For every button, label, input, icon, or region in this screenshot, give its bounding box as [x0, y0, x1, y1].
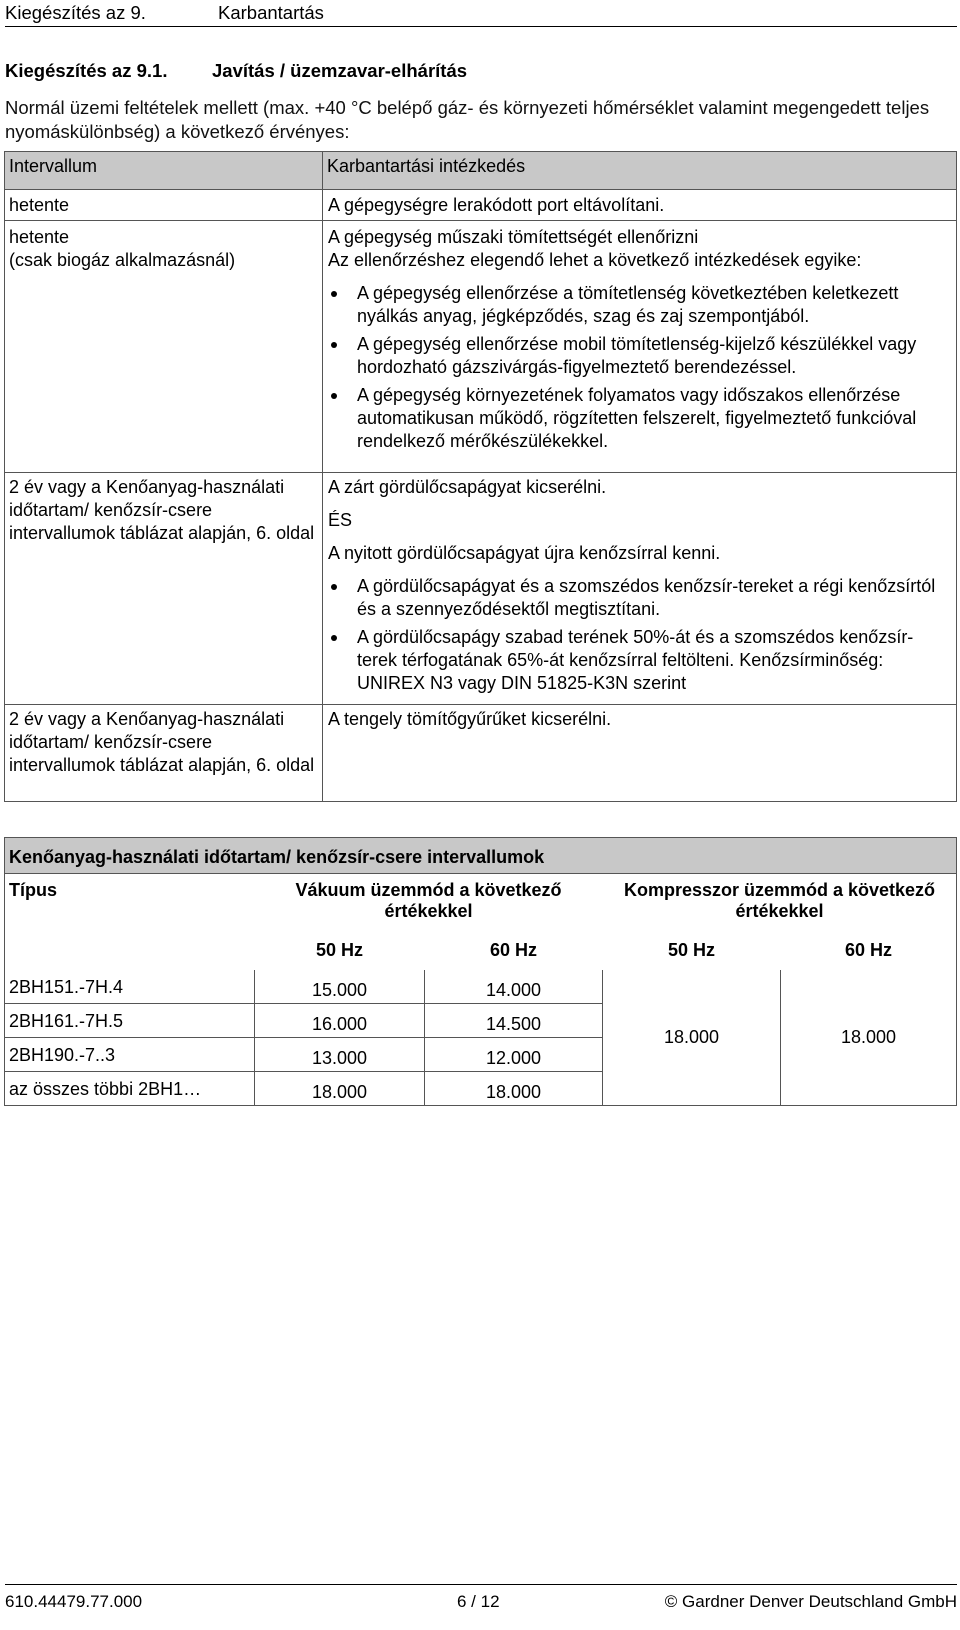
- action-text: A gépegység műszaki tömítettségét ellenőrizni: [328, 227, 699, 247]
- action-text: A zárt gördülőcsapágyat kicserélni.: [328, 477, 607, 497]
- type-cell: 2BH151.-7H.4: [5, 970, 255, 1004]
- table-row: [5, 473, 957, 705]
- action-cell: A tengely tömítőgyűrűket kicserélni.: [323, 705, 957, 802]
- interval-text: hetente: [9, 227, 70, 247]
- value-cell: 16.000: [255, 1004, 425, 1038]
- type-cell: 2BH190.-7..3: [5, 1038, 255, 1072]
- value-cell: 12.000: [425, 1038, 603, 1072]
- interval-cell: [5, 221, 323, 473]
- value-cell: 14.500: [425, 1004, 603, 1038]
- table-row: [5, 970, 957, 1004]
- interval-cell: 2 év vagy a Kenőanyag-használati időtartam/ kenőzsír-csere intervallumok táblázat alapján, 6. oldal: [5, 705, 323, 802]
- header-interval: Intervallum: [5, 152, 323, 190]
- intro-text: Normál üzemi feltételek mellett (max. +40 °C belépő gáz- és környezeti hőmérséklet valamint megengedett teljes nyomáskülönbség) a következő érvényes:: [5, 97, 930, 142]
- table-row: [5, 705, 957, 802]
- list-item: A gördülőcsapágy szabad terének 50%-át és a szomszédos kenőzsír-terek térfogatának 65%-át kenőzsírral feltölteni. Kenőzsírminőség: UNIREX N3 vagy DIN 51825-K3N szerint: [328, 626, 952, 695]
- bullet-list: [328, 282, 952, 453]
- interval-cell: hetente: [5, 190, 323, 221]
- bullet-list: [328, 575, 952, 695]
- interval-table-title: Kenőanyag-használati időtartam/ kenőzsír-csere intervallumok: [5, 838, 957, 874]
- interval-cell: 2 év vagy a Kenőanyag-használati időtartam/ kenőzsír-csere intervallumok táblázat alapján, 6. oldal: [5, 473, 323, 705]
- freq-label: 50 Hz: [315, 940, 364, 960]
- list-item: A gördülőcsapágyat és a szomszédos kenőzsír-tereket a régi kenőzsírtól és a szennyeződésektől megtisztítani.: [328, 575, 952, 621]
- header-title: Karbantartás: [218, 2, 324, 23]
- interval-note: (csak biogáz alkalmazásnál): [9, 250, 236, 270]
- freq-label: 60 Hz: [489, 940, 538, 960]
- table-row: [5, 221, 957, 473]
- doc-number: 610.44479.77.000: [5, 1592, 143, 1611]
- header-compressor: Kompresszor üzemmód a következő értékekkel: [603, 874, 957, 932]
- section-heading: [5, 60, 467, 82]
- header-section: Kiegészítés az 9.: [5, 2, 146, 23]
- value-cell: 18.000: [603, 970, 781, 1106]
- value-cell: 18.000: [781, 970, 957, 1106]
- page-header: [5, 0, 957, 27]
- action-cell: [323, 473, 957, 705]
- maintenance-table: [4, 151, 957, 802]
- freq-label: 50 Hz: [667, 940, 716, 960]
- value-cell: 15.000: [255, 970, 425, 1004]
- list-item: A gépegység környezetének folyamatos vagy időszakos ellenőrzése automatikusan működő, rögzítetten felszerelt, figyelmeztető funkcióval rendelkező mérőkészülékekkel.: [328, 384, 952, 453]
- type-cell: az összes többi 2BH1…: [5, 1072, 255, 1106]
- footer-divider: [5, 1584, 957, 1585]
- freq-label: 60 Hz: [781, 932, 957, 970]
- interval-table-header: [5, 874, 957, 932]
- interval-table: [4, 837, 957, 1106]
- interval-table-title-row: [5, 838, 957, 874]
- list-item: A gépegység ellenőrzése mobil tömítetlenség-kijelző készülékkel vagy hordozható gázszivárgás-figyelmeztető berendezéssel.: [328, 333, 952, 379]
- action-cell: A gépegységre lerakódott port eltávolítani.: [323, 190, 957, 221]
- type-cell: 2BH161.-7H.5: [5, 1004, 255, 1038]
- value-cell: 13.000: [255, 1038, 425, 1072]
- header-type: Típus: [5, 874, 255, 932]
- table-row: [5, 190, 957, 221]
- and-text: ÉS: [328, 510, 353, 530]
- maintenance-table-header: [5, 152, 957, 190]
- copyright: © Gardner Denver Deutschland GmbH: [664, 1592, 957, 1611]
- section-title: Javítás / üzemzavar-elhárítás: [212, 60, 468, 81]
- action-cell: [323, 221, 957, 473]
- list-item: A gépegység ellenőrzése a tömítetlenség következtében keletkezett nyálkás anyag, jégképződés, szag és zaj szempontjából.: [328, 282, 952, 328]
- value-cell: 14.000: [425, 970, 603, 1004]
- header-action: Karbantartási intézkedés: [323, 152, 957, 190]
- frequency-row: [5, 932, 957, 970]
- action-text: A nyitott gördülőcsapágyat újra kenőzsírral kenni.: [328, 543, 721, 563]
- action-text: Az ellenőrzéshez elegendő lehet a következő intézkedések egyike:: [328, 250, 862, 270]
- section-number: Kiegészítés az 9.1.: [5, 60, 168, 81]
- page-number: 6 / 12: [457, 1592, 500, 1611]
- value-cell: 18.000: [425, 1072, 603, 1106]
- page-footer: [5, 1592, 957, 1616]
- header-vacuum: Vákuum üzemmód a következő értékekkel: [295, 880, 562, 921]
- value-cell: 18.000: [255, 1072, 425, 1106]
